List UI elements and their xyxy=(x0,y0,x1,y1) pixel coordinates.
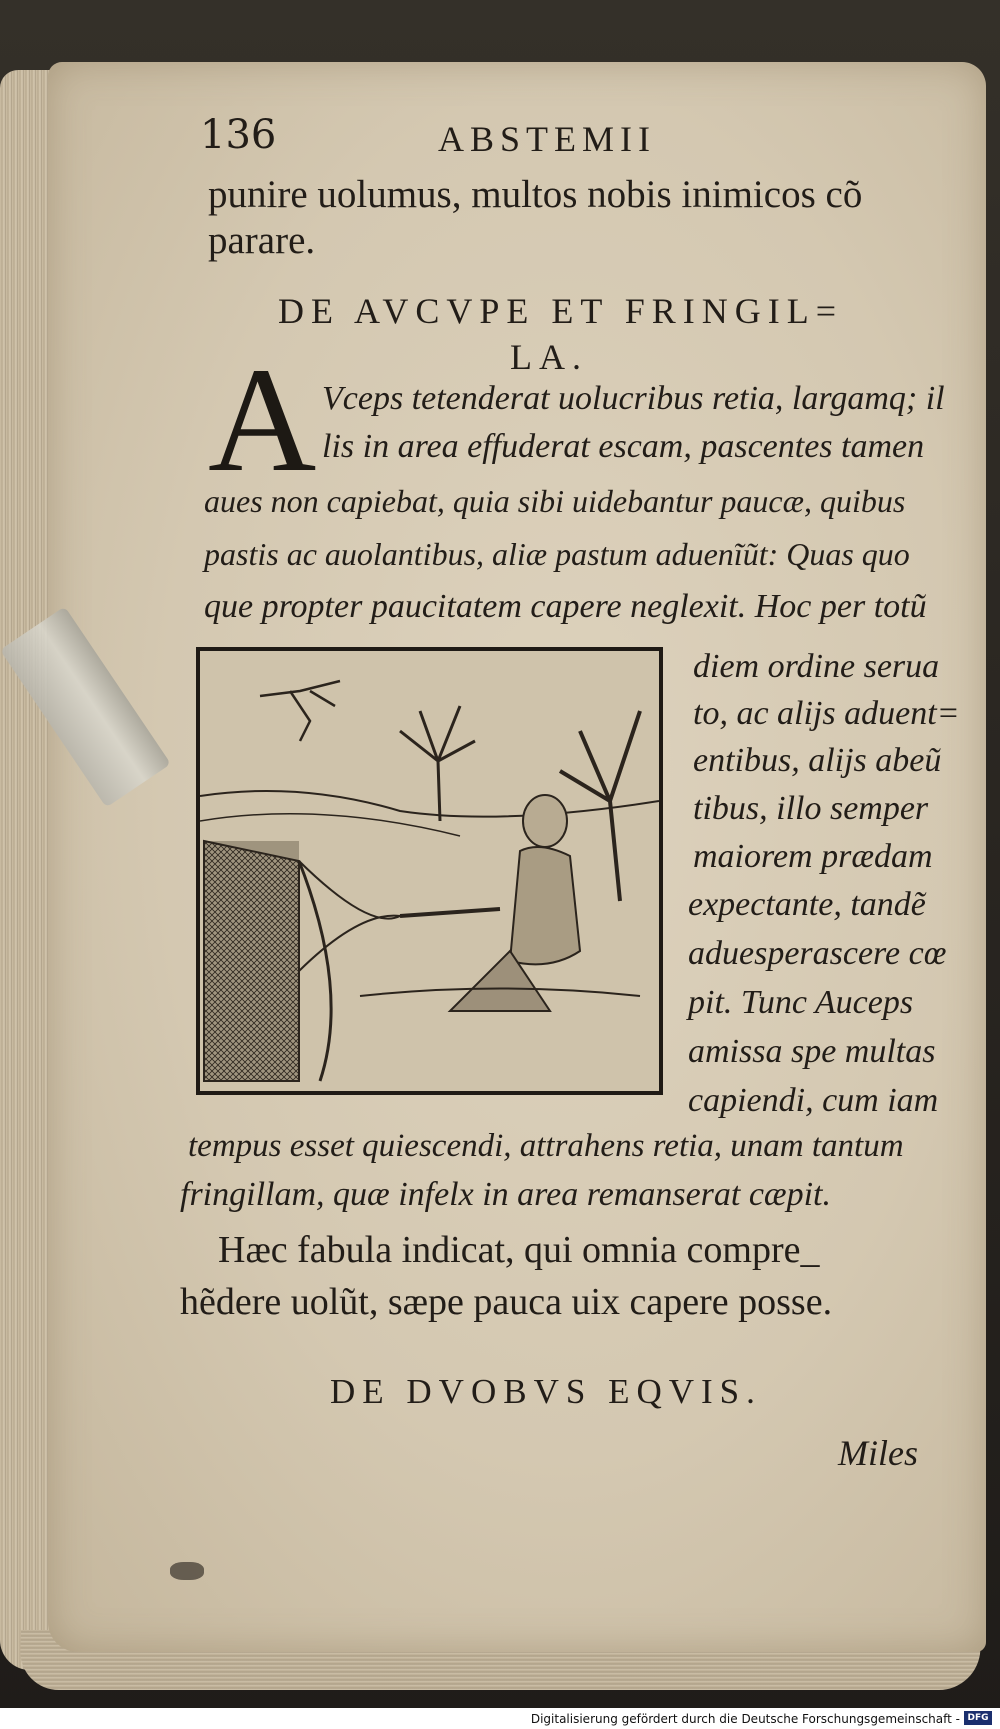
footer-bar xyxy=(0,1708,1000,1729)
fable-title-cont: LA. xyxy=(510,337,588,377)
text-line: capiendi, cum iam xyxy=(688,1082,939,1119)
text-line: Vceps tetenderat uolucribus retia, largamq; il xyxy=(322,380,945,417)
text-line: lis in area effuderat escam, pascentes tamen xyxy=(322,428,925,465)
text-line: aduesperascere cœ xyxy=(688,935,947,972)
text-line: maiorem prædam xyxy=(693,838,933,875)
dfg-logo: DFG xyxy=(964,1711,992,1725)
text-line: punire uolumus, multos nobis inimicos cõ xyxy=(208,173,863,216)
text-line: expectante, tandẽ xyxy=(688,886,926,923)
text-line: pastis ac auolantibus, aliæ pastum aduenĩũt: Quas quo xyxy=(204,536,910,572)
text-line: pit. Tunc Auceps xyxy=(688,984,914,1021)
catchword: Miles xyxy=(838,1433,918,1473)
text-line: fringillam, quæ infelx in area remanserat cæpit. xyxy=(180,1176,831,1213)
text-line: amissa spe multas xyxy=(688,1033,936,1070)
fowler-net-woodcut xyxy=(200,651,659,1091)
text-line: entibus, alijs abeũ xyxy=(693,742,942,779)
text-line: aues non capiebat, quia sibi uidebantur paucæ, quibus xyxy=(204,483,906,519)
running-title: ABSTEMII xyxy=(438,119,656,159)
text-line: que propter paucitatem capere neglexit. Hoc per totũ xyxy=(204,588,927,625)
fable-title: DE DVOBVS EQVIS. xyxy=(330,1372,762,1411)
moral-line: Hæc fabula indicat, qui omnia compre_ xyxy=(218,1229,820,1271)
fable-title: DE AVCVPE ET FRINGIL= xyxy=(278,291,844,331)
text-line: parare. xyxy=(208,219,316,262)
funding-credit: Digitalisierung gefördert durch die Deutsche Forschungsgemeinschaft - xyxy=(530,1712,960,1726)
text-line: to, ac alijs aduent= xyxy=(693,695,960,732)
text-line: diem ordine serua xyxy=(693,648,940,685)
text-line: tempus esset quiescendi, attrahens retia, unam tantum xyxy=(188,1128,904,1164)
ink-smudge xyxy=(170,1562,204,1580)
page-number: 136 xyxy=(200,112,277,158)
woodcut-illustration xyxy=(196,647,663,1095)
moral-line: hẽdere uolũt, sæpe pauca uix capere posse. xyxy=(180,1281,833,1323)
drop-cap: A xyxy=(208,337,317,503)
text-line: tibus, illo semper xyxy=(693,790,929,827)
